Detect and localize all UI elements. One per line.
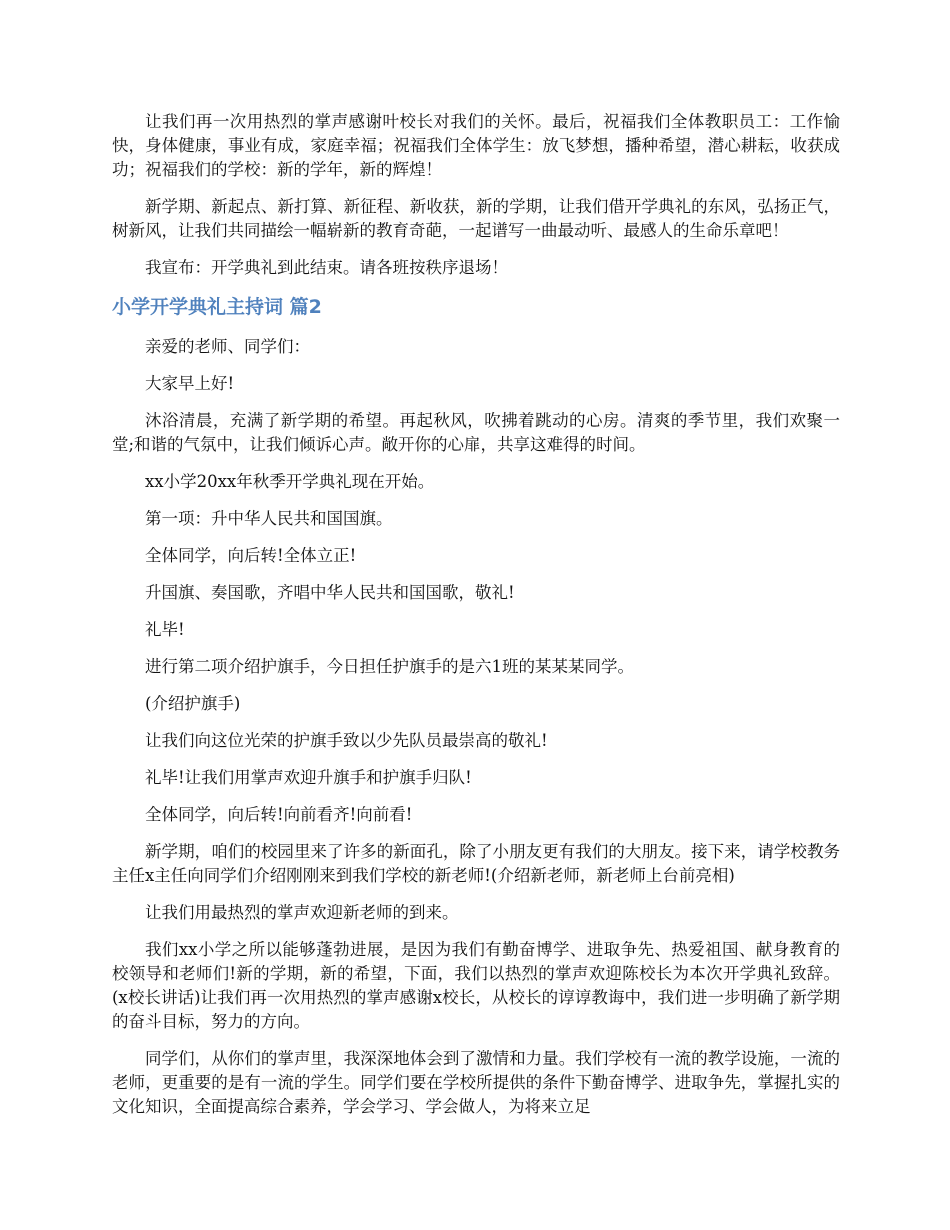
paragraph: 亲爱的老师、同学们： [145, 337, 310, 356]
paragraph: 全体同学，向后转!全体立正! [145, 546, 357, 565]
paragraph: 新学期，咱们的校园里来了许多的新面孔，除了小朋友更有我们的大朋友。接下来，请学校教务主任x主任向同学们介绍刚刚来到我们学校的新老师!(介绍新老师，新老师上台前亮相) [112, 842, 840, 885]
paragraph: xx小学20xx年秋季开学典礼现在开始。 [145, 472, 435, 491]
paragraph: 让我们用最热烈的掌声欢迎新老师的到来。 [145, 903, 459, 922]
paragraph: 同学们，从你们的掌声里，我深深地体会到了激情和力量。我们学校有一流的教学设施，一流的老师，更重要的是有一流的学生。同学们要在学校所提供的条件下勤奋博学、进取争先，掌握扎实的文化知识，全面提高综合素养，学会学习、学会做人，为将来立足 [112, 1049, 840, 1116]
paragraph: 沐浴清晨，充满了新学期的希望。再起秋风，吹拂着跳动的心房。清爽的季节里，我们欢聚一堂;和谐的气氛中，让我们倾诉心声。敞开你的心扉，共享这难得的时间。 [112, 411, 840, 454]
paragraph: 我宣布：开学典礼到此结束。请各班按秩序退场！ [145, 258, 508, 277]
paragraph: (介绍护旗手) [145, 694, 241, 713]
paragraph: 我们xx小学之所以能够蓬勃进展，是因为我们有勤奋博学、进取争先、热爱祖国、献身教育的校领导和老师们!新的学期，新的希望，下面，我们以热烈的掌声欢迎陈校长为本次开学典礼致辞。(x校长讲话)让我们再一次用热烈的掌声感谢x校长，从校长的谆谆教诲中，我们进一步明确了新学期的奋斗目标，努力的方向。 [112, 940, 840, 1031]
paragraph: 让我们向这位光荣的护旗手致以少先队员最崇高的敬礼! [145, 731, 548, 750]
paragraph: 礼毕!让我们用掌声欢迎升旗手和护旗手归队! [145, 768, 472, 787]
paragraph: 全体同学，向后转!向前看齐!向前看! [145, 805, 413, 824]
paragraph: 第一项：升中华人民共和国国旗。 [145, 509, 393, 528]
paragraph: 新学期、新起点、新打算、新征程、新收获，新的学期，让我们借开学典礼的东风，弘扬正气，树新风，让我们共同描绘一幅崭新的教育奇葩，一起谱写一曲最动听、最感人的生命乐章吧！ [112, 197, 840, 240]
paragraph: 让我们再一次用热烈的掌声感谢叶校长对我们的关怀。最后，祝福我们全体教职员工：工作愉快，身体健康，事业有成，家庭幸福；祝福我们全体学生：放飞梦想，播种希望，潜心耕耘，收获成功；祝福我们的学校：新的学年，新的辉煌！ [112, 112, 840, 179]
paragraph: 大家早上好! [145, 374, 235, 393]
paragraph: 礼毕! [145, 620, 185, 639]
paragraph: 进行第二项介绍护旗手，今日担任护旗手的是六1班的某某某同学。 [145, 657, 634, 676]
section-heading: 小学开学典礼主持词 篇2 [112, 296, 322, 318]
document-page [112, 110, 840, 1132]
paragraph: 升国旗、奏国歌，齐唱中华人民共和国国歌，敬礼! [145, 583, 515, 602]
